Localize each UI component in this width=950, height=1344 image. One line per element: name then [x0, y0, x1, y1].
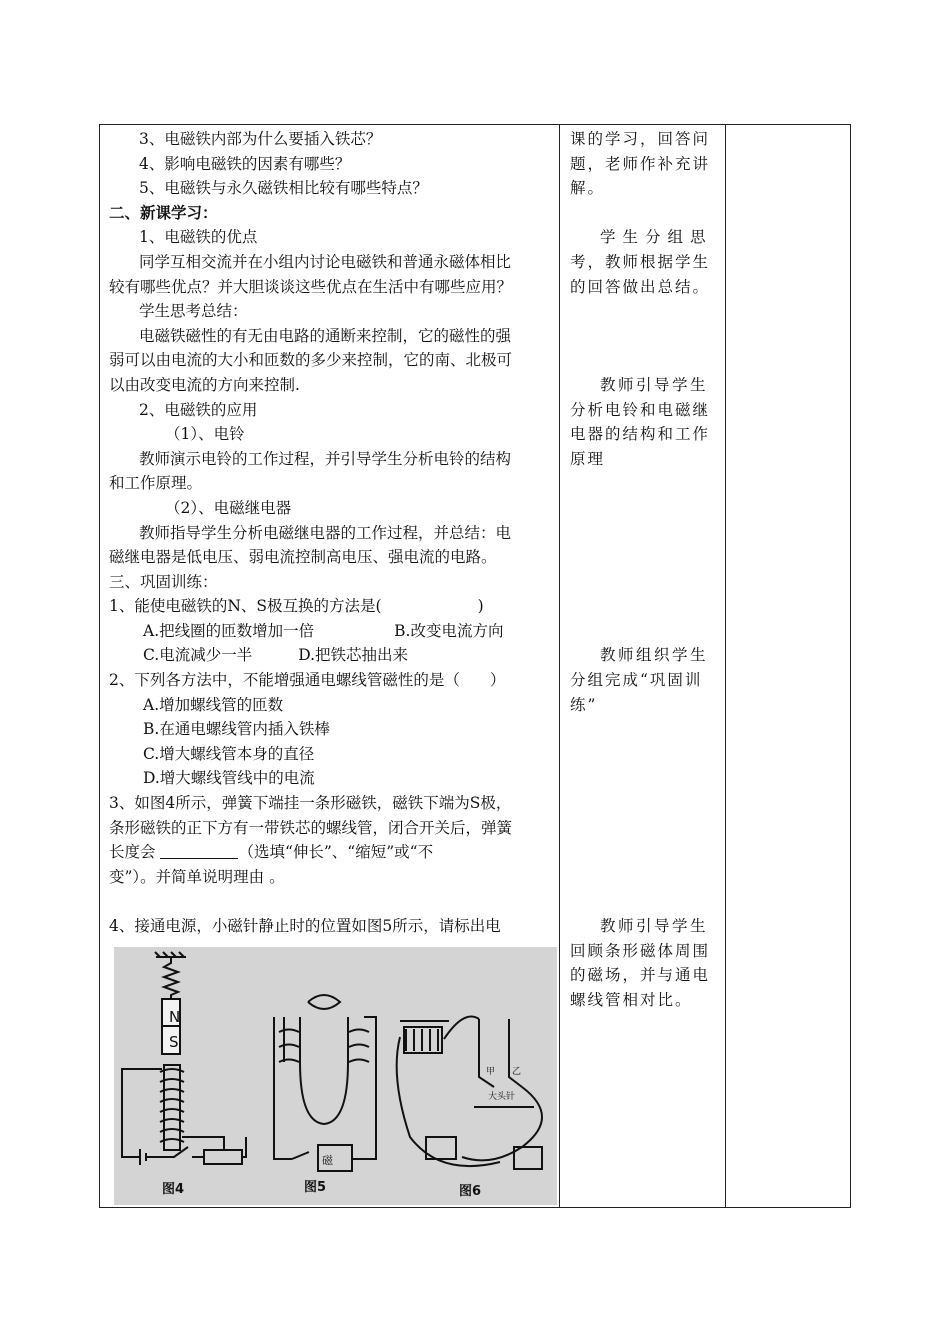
- magnet-south-label: S: [169, 1033, 179, 1051]
- exercise-2: 2、下列各方法中，不能增强通电螺线管磁性的是（ ）: [109, 671, 506, 690]
- activity-line: 回顾条形磁体周围: [570, 941, 711, 960]
- paragraph-line: 教师指导学生分析电磁继电器的工作过程，并总结：电: [139, 523, 512, 542]
- exercise-2-option-b: B.在通电螺线管内插入铁棒: [143, 720, 330, 739]
- activity-line: 分组完成“巩固训: [570, 671, 703, 690]
- exercise-3-line: 变”）。并简单说明理由 。: [109, 867, 285, 886]
- option-b: B.改变电流方向: [394, 621, 504, 640]
- subheading-advantages: 1、电磁铁的优点: [139, 228, 258, 247]
- lesson-table: [99, 124, 851, 1208]
- figure-6-caption: 图6: [459, 1184, 482, 1199]
- question-4: 4、影响电磁铁的因素有哪些？: [139, 154, 351, 173]
- exercise-2-option-d: D.增大螺线管线中的电流: [143, 769, 315, 788]
- question-5: 5、电磁铁与永久磁铁相比较有哪些特点？: [139, 179, 428, 198]
- activity-line: 题，老师作补充讲: [570, 154, 711, 173]
- paragraph-line: 和工作原理。: [109, 474, 203, 493]
- exercise-4: 4、接通电源，小磁针静止时的位置如图5所示，请标出电: [109, 917, 501, 935]
- activity-line: 学生分组思: [600, 228, 713, 247]
- activity-line: 教师引导学生: [600, 375, 709, 394]
- subheading-relay: （2）、电磁继电器: [165, 498, 292, 517]
- activity-line: 分析电铃和电磁继: [570, 400, 711, 419]
- figure-4-caption: 图4: [162, 1182, 185, 1197]
- label-pins: 大头针: [488, 1092, 516, 1102]
- activity-line: 解。: [570, 179, 606, 198]
- exercise-2-option-c: C.增大螺线管本身的直径: [143, 744, 315, 763]
- option-c: C.电流减少一半: [143, 646, 253, 665]
- exercise-2-option-a: A.增加螺线管的匝数: [143, 695, 284, 714]
- activity-line: 练”: [570, 695, 598, 714]
- subheading-bell: （1）、电铃: [165, 425, 245, 444]
- option-d: D.把铁芯抽出来: [298, 646, 409, 665]
- activity-line: 课的学习，回答问: [570, 130, 711, 148]
- lesson-content-column: [100, 125, 559, 1207]
- section-heading-practice: 三、巩固训练：: [109, 572, 218, 591]
- exercise-3-line: 条形磁铁的正下方有一带铁芯的螺线管，闭合开关后，弹簧: [109, 818, 513, 837]
- activity-line: 的磁场，并与通电: [570, 966, 711, 985]
- activity-line: 螺线管相对比。: [570, 990, 693, 1009]
- paragraph-line: 磁继电器是低电压、弱电流控制高电压、强电流的电路。: [109, 548, 497, 567]
- figures-4-5-6: [114, 947, 557, 1205]
- paragraph-line: 弱可以由电流的大小和匝数的多少来控制，它的南、北极可: [109, 351, 513, 370]
- paragraph-line: 以由改变电流的方向来控制.: [109, 375, 300, 394]
- exercise-1-options: [109, 643, 551, 668]
- paragraph-line: 同学互相交流并在小组内讨论电磁铁和普通永磁体相比: [139, 252, 512, 271]
- activity-line: 电器的结构和工作: [570, 425, 711, 444]
- paragraph-line: 学生思考总结：: [139, 302, 248, 321]
- answer-blank: [160, 844, 238, 859]
- section-heading-new-lesson: 二、新课学习：: [109, 202, 218, 222]
- label-yi: 乙: [512, 1067, 522, 1077]
- teaching-activity-column: [560, 125, 726, 1207]
- exercise-3: 3、如图4所示，弹簧下端挂一条形磁铁，磁铁下端为S极，: [109, 794, 512, 813]
- magnet-north-label: N: [169, 1008, 181, 1026]
- exercise-1-options: [109, 619, 551, 644]
- activity-line: 教师引导学生: [600, 917, 709, 935]
- question-3: 3、电磁铁内部为什么要插入铁芯？: [139, 130, 382, 148]
- paragraph-line: 教师演示电铃的工作过程，并引导学生分析电铃的结构: [139, 449, 512, 468]
- option-a: A.把线圈的匝数增加一倍: [143, 621, 315, 640]
- figure-5-caption: 图5: [304, 1180, 327, 1195]
- power-source-label: 磁: [322, 1154, 333, 1167]
- activity-line: 原理: [570, 449, 606, 468]
- circuit-diagrams: [114, 947, 557, 1205]
- subheading-applications: 2、电磁铁的应用: [139, 400, 258, 419]
- exercise-3-line: 长度会 （选填“伸长”、“缩短”或“不: [109, 843, 434, 862]
- activity-line: 考，教师根据学生: [570, 252, 711, 271]
- activity-line: 教师组织学生: [600, 646, 709, 665]
- activity-line: 的回答做出总结。: [570, 277, 711, 296]
- label-jia: 甲: [486, 1067, 496, 1077]
- paragraph-line: 较有哪些优点？并大胆谈谈这些优点在生活中有哪些应用？: [109, 277, 513, 296]
- exercise-1: 1、能使电磁铁的N、S极互换的方法是( ): [109, 597, 484, 616]
- paragraph-line: 电磁铁磁性的有无由电路的通断来控制，它的磁性的强: [139, 326, 512, 345]
